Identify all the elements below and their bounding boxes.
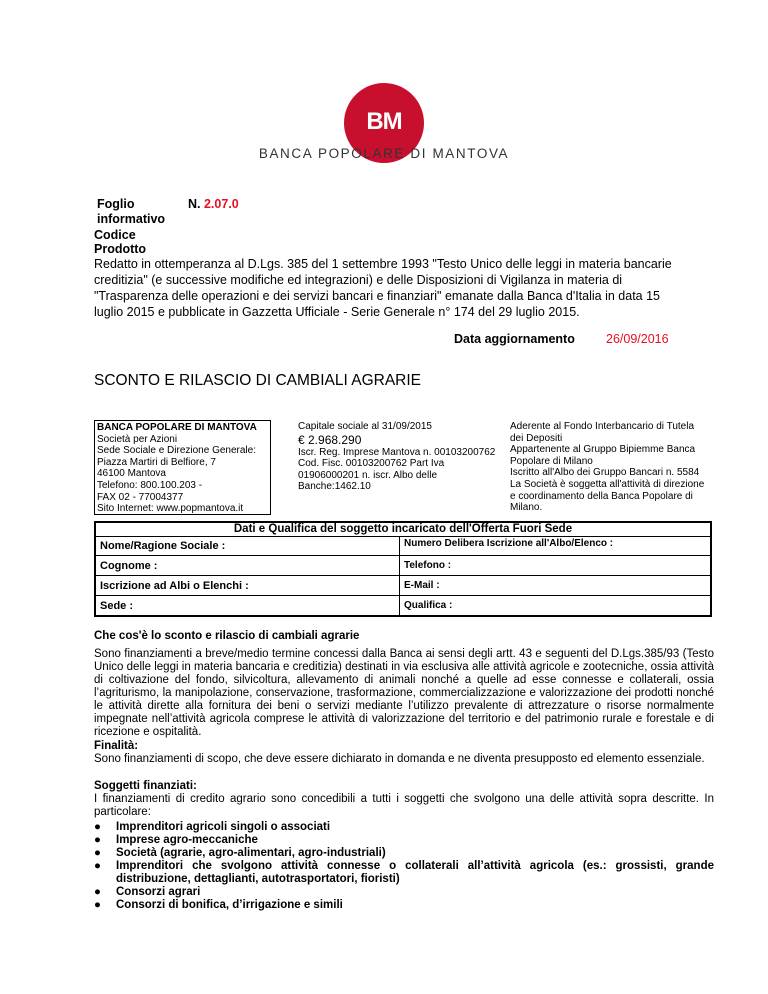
update-date-label: Data aggiornamento [454, 332, 575, 346]
capital-box [296, 420, 505, 513]
membership-line: dei Depositi [510, 432, 563, 444]
membership-line: Milano. [510, 502, 543, 514]
document-title: SCONTO E RILASCIO DI CAMBIALI AGRARIE [94, 372, 422, 389]
bullet-icon: ● [94, 834, 101, 846]
bank-info-line: FAX 02 - 77004377 [97, 491, 184, 503]
soggetti-label: Soggetti finanziati: [94, 780, 197, 792]
membership-line: Popolare di Milano [510, 455, 593, 467]
capital-line: 01906000201 n. iscr. Albo delle [298, 469, 437, 481]
capital-line: Iscr. Reg. Imprese Mantova n. 00103200762 [298, 446, 496, 458]
bank-info-line: Società per Azioni [97, 433, 178, 445]
bank-info-line: Sito Internet: www.popmantova.it [97, 503, 244, 515]
bank-logo-name: BANCA POPOLARE DI MANTOVA [258, 146, 510, 161]
bullet-icon: ● [94, 899, 101, 911]
codice-label: Codice [94, 228, 136, 242]
soggetti-text: I finanziamenti di credito agrario sono concedibili a tutti i soggetti che svolgono una delle attività sopra descritte. In particolare: [94, 793, 714, 818]
bank-info-line: Telefono: 800.100.203 - [97, 479, 203, 491]
bullet-icon: ● [94, 860, 101, 872]
capital-line: Capitale sociale al 31/09/2015 [298, 421, 432, 432]
email-field-label: E-Mail : [404, 580, 440, 591]
bank-info-line: Piazza Martiri di Belfiore, 7 [97, 456, 216, 468]
dati-table [94, 521, 712, 617]
iscrizione-field-label: Iscrizione ad Albi o Elenchi : [100, 580, 249, 592]
nome-field-label: Nome/Ragione Sociale : [100, 540, 226, 552]
cognome-field-label: Cognome : [100, 560, 158, 572]
membership-line: Aderente al Fondo Interbancario di Tutela [510, 421, 695, 432]
soggetti-list [94, 821, 714, 912]
telefono-field-label: Telefono : [404, 560, 452, 571]
list-item: ● Imprenditori agricoli singoli o associati [94, 821, 331, 833]
bank-info-line: Sede Sociale e Direzione Generale: [97, 445, 256, 457]
update-date-value: 26/09/2016 [606, 332, 669, 346]
membership-line: Iscritto all'Albo dei Gruppo Bancari n. 5584 [510, 467, 700, 479]
foglio-number [188, 197, 239, 212]
bank-info-box [94, 420, 271, 515]
capital-amount: € 2.968.290 [298, 432, 362, 447]
membership-line: e coordinamento della Banca Popolare di [510, 490, 693, 502]
bullet-icon: ● [94, 847, 101, 859]
bank-logo-text: BM [366, 108, 402, 135]
list-item: ● Imprenditori che svolgono attività connesse o collaterali all’attività agricola (es.: grossisti, grande distribuzione, dettaglianti, autotrasportatori, fioristi) [94, 860, 714, 885]
intro-text: Redatto in ottemperanza al D.Lgs. 385 del 1 settembre 1993 "Testo Unico delle leggi in materia bancarie creditizia" (e successive modifiche ed integrazioni) e delle Disposizioni di Vigilanza in materia di "Trasparenza delle operazioni e dei servizi bancari e finanziari" emanate dalla Banca d'Italia in data 15 luglio 2015 e pubblicate in Gazzetta Ufficiale - Serie Generale n° 174 del 29 luglio 2015. [94, 257, 672, 319]
dati-header: Dati e Qualifica del soggetto incaricato dell'Offerta Fuori Sede [233, 523, 573, 535]
section-heading: Che cos'è lo sconto e rilascio di cambiali agrarie [94, 630, 360, 642]
list-item: ● Imprese agro-meccaniche [94, 834, 258, 846]
capital-line: Banche:1462.10 [298, 481, 371, 493]
membership-line: Appartenente al Gruppo Bipiemme Banca [510, 444, 696, 456]
membership-line: La Società è soggetta all'attività di direzione [510, 478, 705, 490]
number-value: 2.07.0 [203, 197, 239, 211]
foglio-label: Foglio informativo [97, 197, 166, 226]
prodotto-label: Prodotto [94, 242, 147, 256]
finalita-label: Finalità: [94, 740, 139, 752]
capital-line: Cod. Fisc. 00103200762 Part Iva [298, 458, 445, 470]
finalita-text: Sono finanziamenti di scopo, che deve essere dichiarato in domanda e ne diventa presupposto ed elemento essenziale. [94, 753, 705, 765]
bank-info-line: 46100 Mantova [97, 468, 166, 480]
list-item: ● Consorzi di bonifica, d’irrigazione e simili [94, 899, 343, 911]
section-body: Sono finanziamenti a breve/medio termine concessi dalla Banca ai sensi degli artt. 43 e seguenti del D.Lgs.385/93 (Testo Unico delle leggi in materia bancaria e creditizia) destinati in via esclusiva alle attività agricole e zootecniche, ossia attività di coltivazione del fondo, silvicoltura, allevamento di animali nonché a quelle ad esse connesse e collaterali, ossia l’agriturismo, la manipolazione, conservazione, trasformazione, commercializzazione e valorizzazione dei prodotti nonché le attività dirette alla fornitura dei beni o servizi mediante l’utilizzo prevalente di attrezzature o risorse normalmente impegnate nell’attività agricola comprese le attività di valorizzazione del territorio e del patrimonio rurale e forestale e di ricezione e ospitalità. [94, 648, 714, 738]
bullet-icon: ● [94, 821, 101, 833]
number-label: N. [188, 197, 201, 211]
qualifica-field-label: Qualifica : [404, 600, 453, 611]
bank-info-name: BANCA POPOLARE DI MANTOVA [97, 422, 257, 433]
sede-field-label: Sede : [100, 600, 134, 612]
list-item: ● Consorzi agrari [94, 886, 201, 898]
list-item: ● Società (agrarie, agro-alimentari, agro-industriali) [94, 847, 386, 859]
membership-box [508, 420, 715, 513]
bullet-icon: ● [94, 886, 101, 898]
numero-delibera-label: Numero Delibera Iscrizione all'Albo/Elenco : [404, 538, 614, 549]
